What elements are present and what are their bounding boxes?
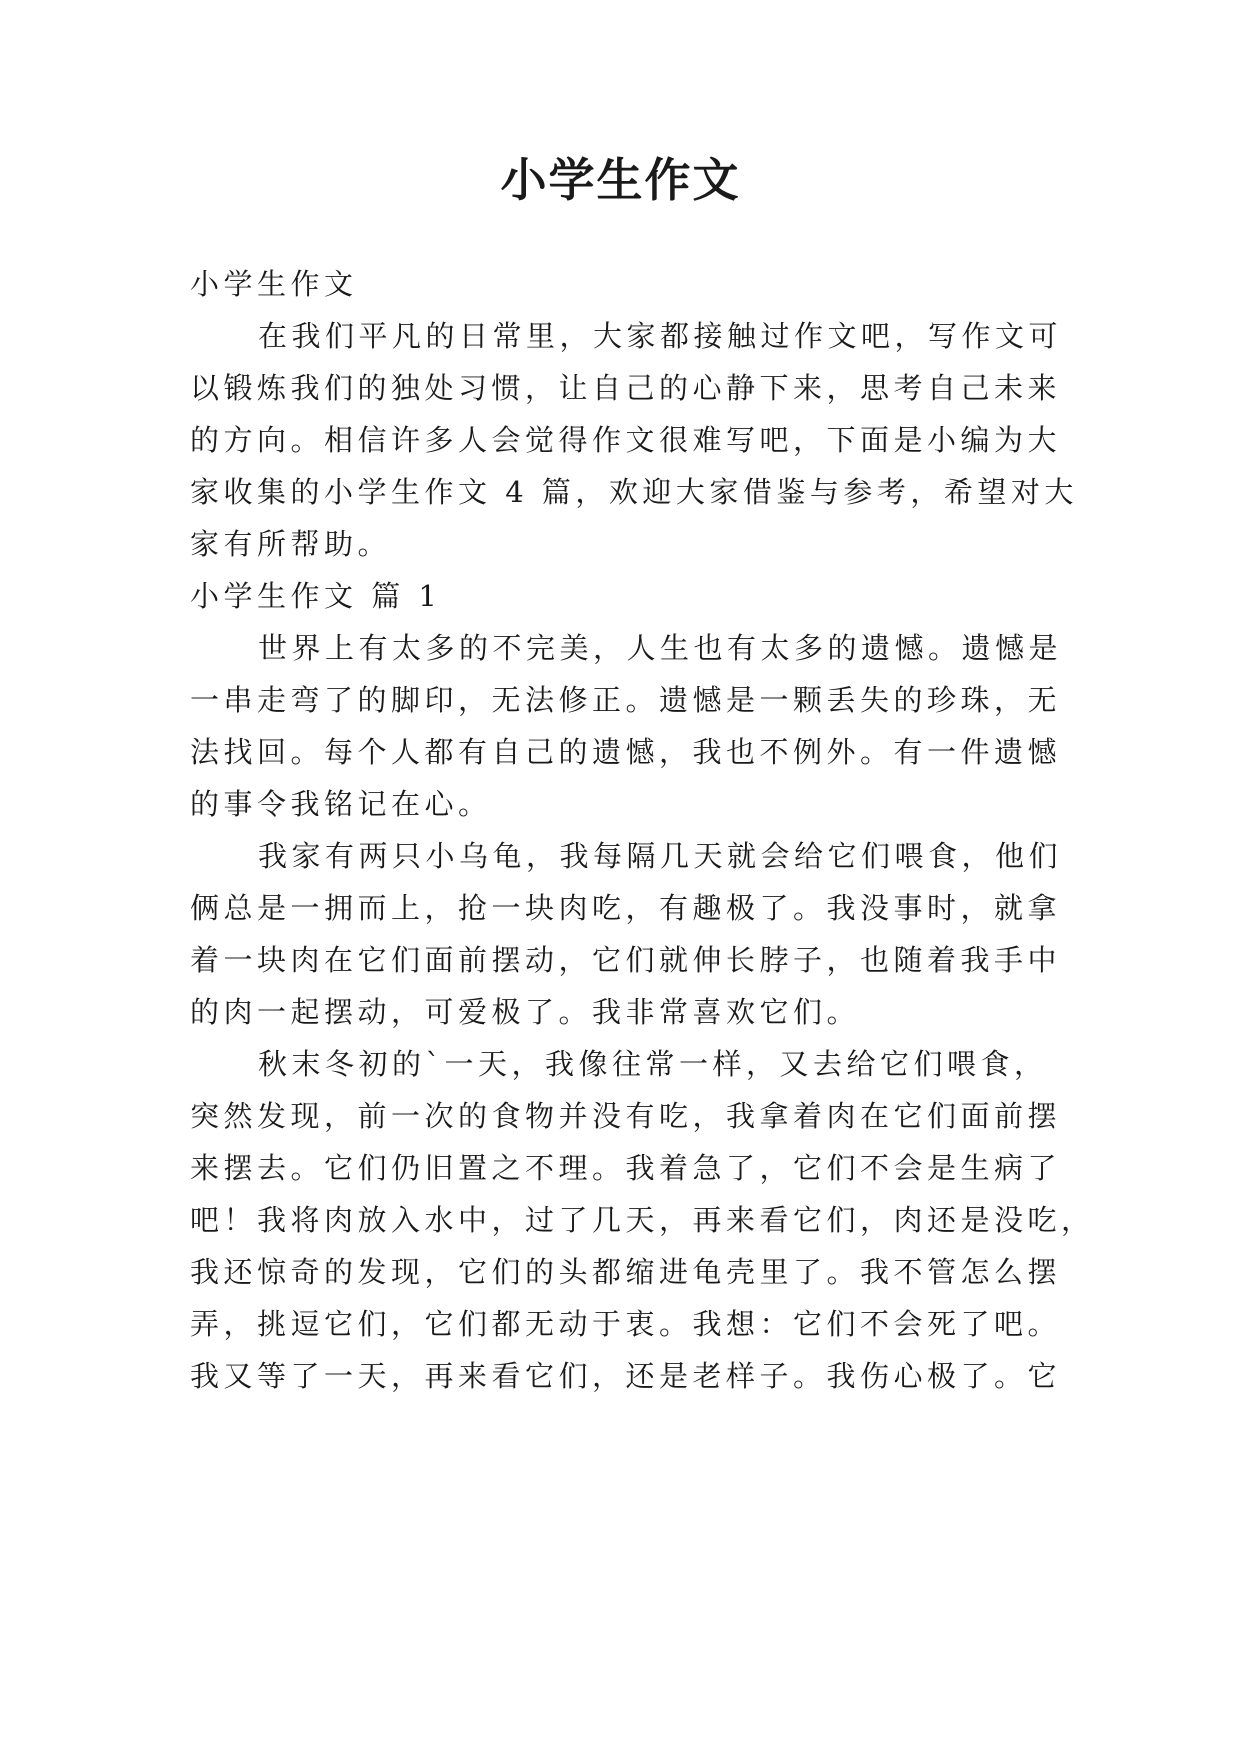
text-line: 一串走弯了的脚印，无法修正。遗憾是一颗丢失的珍珠，无 <box>190 683 1062 717</box>
section-heading: 小学生作文 篇 1 <box>190 579 442 613</box>
document-title: 小学生作文 <box>500 153 741 207</box>
text-line: 俩总是一拥而上，抢一块肉吃，有趣极了。我没事时，就拿 <box>190 891 1062 925</box>
text-line: 我还惊奇的发现，它们的头都缩进龟壳里了。我不管怎么摆 <box>190 1255 1062 1289</box>
text-line: 秋末冬初的`一天，我像往常一样，又去给它们喂食， <box>258 1047 1048 1081</box>
text-line: 世界上有太多的不完美，人生也有太多的遗憾。遗憾是 <box>258 631 1063 665</box>
text-line: 来摆去。它们仍旧置之不理。我着急了，它们不会是生病了 <box>190 1151 1062 1185</box>
text-line: 着一块肉在它们面前摆动，它们就伸长脖子，也随着我手中 <box>190 943 1062 977</box>
text-line: 家有所帮助。 <box>190 527 392 561</box>
text-line: 弄，挑逗它们，它们都无动于衷。我想：它们不会死了吧。 <box>190 1307 1062 1341</box>
text-line: 的方向。相信许多人会觉得作文很难写吧，下面是小编为大 <box>190 423 1062 457</box>
subtitle-line: 小学生作文 <box>190 267 358 301</box>
text-line: 以锻炼我们的独处习惯，让自己的心静下来，思考自己未来 <box>190 371 1062 405</box>
text-line: 我家有两只小乌龟，我每隔几天就会给它们喂食，他们 <box>258 839 1063 873</box>
text-line: 吧！我将肉放入水中，过了几天，再来看它们，肉还是没吃， <box>190 1203 1095 1237</box>
text-line: 家收集的小学生作文 4 篇，欢迎大家借鉴与参考，希望对大 <box>190 475 1078 509</box>
text-line: 我又等了一天，再来看它们，还是老样子。我伤心极了。它 <box>190 1359 1062 1393</box>
text-line: 的肉一起摆动，可爱极了。我非常喜欢它们。 <box>190 995 861 1029</box>
text-line: 在我们平凡的日常里，大家都接触过作文吧，写作文可 <box>258 319 1063 353</box>
text-line: 突然发现，前一次的食物并没有吃，我拿着肉在它们面前摆 <box>190 1099 1062 1133</box>
text-line: 法找回。每个人都有自己的遗憾，我也不例外。有一件遗憾 <box>190 735 1062 769</box>
text-line: 的事令我铭记在心。 <box>190 787 492 821</box>
